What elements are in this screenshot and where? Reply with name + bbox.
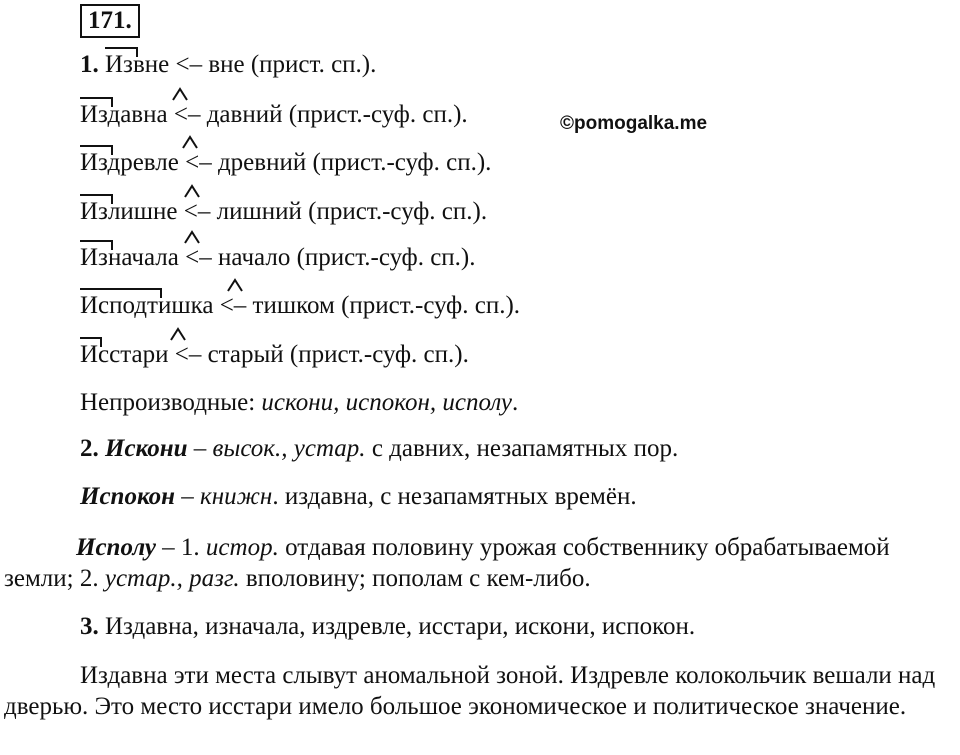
prefix-mark-icon (80, 194, 113, 204)
word-rest: тишка (147, 292, 214, 319)
word-prefix: Испод (80, 292, 148, 319)
word-prefix: Из (80, 198, 108, 225)
definition-dash: – (187, 435, 213, 462)
derivation-explanation: <– старый (прист.-суф. сп.). (168, 341, 469, 368)
prefix-mark-icon (80, 145, 113, 155)
word-rest: начала (107, 244, 179, 271)
derived-line-4 (80, 197, 487, 227)
prefix-mark-icon (105, 47, 138, 57)
derived-line-3 (80, 148, 491, 178)
definition-text: отдавая половину урожая собственнику обрабатываемой земли; 2. (4, 534, 890, 592)
usage-marks: высок., устар. (212, 435, 366, 462)
morph-word (105, 50, 169, 80)
word-prefix: Из (80, 149, 108, 176)
morph-word (80, 243, 179, 273)
word-prefix: Из (80, 101, 108, 128)
defined-word: Исполу (76, 534, 156, 561)
defined-word: Испокон (80, 483, 176, 510)
derived-line-2 (80, 100, 468, 130)
derived-line-5 (80, 243, 476, 273)
definition-text: вполовину; пополам с кем-либо. (239, 565, 591, 592)
word-rest: древле (107, 149, 179, 176)
usage-marks: книжн (200, 483, 273, 510)
definition-ispolu (4, 532, 939, 594)
watermark: ©pomogalka.me (560, 113, 708, 134)
derivation-explanation: <– древний (прист.-суф. сп.). (178, 149, 492, 176)
morph-word (80, 340, 168, 370)
non-derived-line (80, 388, 518, 418)
non-derived-end: . (512, 389, 519, 416)
word-prefix: Ис (80, 341, 110, 368)
word-prefix: Из (80, 244, 108, 271)
morph-word (80, 291, 213, 321)
morph-word (80, 197, 178, 227)
prefix-mark-icon (80, 97, 113, 107)
section-3-marker: 3. (80, 613, 99, 640)
section-3-list (80, 612, 695, 642)
definition-dash: – (175, 483, 201, 510)
non-derived-label: Непроизводные: (80, 389, 262, 416)
derived-line-7 (80, 340, 469, 370)
derivation-explanation: <– тишком (прист.-суф. сп.). (213, 292, 521, 319)
usage-marks: истор. (205, 534, 279, 561)
derivation-explanation: <– лишний (прист.-суф. сп.). (177, 198, 488, 225)
word-rest: стари (109, 341, 169, 368)
word-rest: давна (107, 101, 168, 128)
definition-dash: – 1. (155, 534, 206, 561)
prefix-mark-icon (80, 288, 162, 298)
section-1-marker: 1. (80, 51, 99, 78)
word-rest: вне (132, 51, 170, 78)
prefix-mark-icon (80, 337, 102, 347)
morph-word (80, 148, 179, 178)
exercise-number: 171. (80, 4, 140, 38)
morph-word (80, 100, 168, 130)
usage-marks: устар., разг. (104, 565, 240, 592)
word-prefix: Из (105, 51, 133, 78)
definition-ispokon (80, 482, 637, 512)
defined-word: Искони (105, 435, 188, 462)
non-derived-words: искони, испокон, исполу (261, 389, 513, 416)
derivation-explanation: <– давний (прист.-суф. сп.). (167, 101, 468, 128)
prefix-mark-icon (80, 240, 113, 250)
derivation-explanation: <– вне (прист. сп.). (169, 51, 377, 78)
derived-line-6 (80, 291, 520, 321)
definition-text: с давних, незапамятных пор. (365, 435, 679, 462)
derivation-explanation: <– начало (прист.-суф. сп.). (178, 244, 476, 271)
section-2-marker: 2. (80, 435, 99, 462)
definition-iskoni (80, 434, 678, 464)
definition-text: . издавна, с незапамятных времён. (272, 483, 637, 510)
word-rest: лишне (107, 198, 178, 225)
example-paragraph: Издавна эти места слывут аномальной зоной. Издревле колокольчик вешали над дверью. Это место исстари имело большое экономическое и политическое значение. (4, 662, 936, 720)
section-3-words: Издавна, изначала, издревле, исстари, искони, испокон. (98, 613, 696, 640)
derived-line-1 (80, 50, 376, 80)
